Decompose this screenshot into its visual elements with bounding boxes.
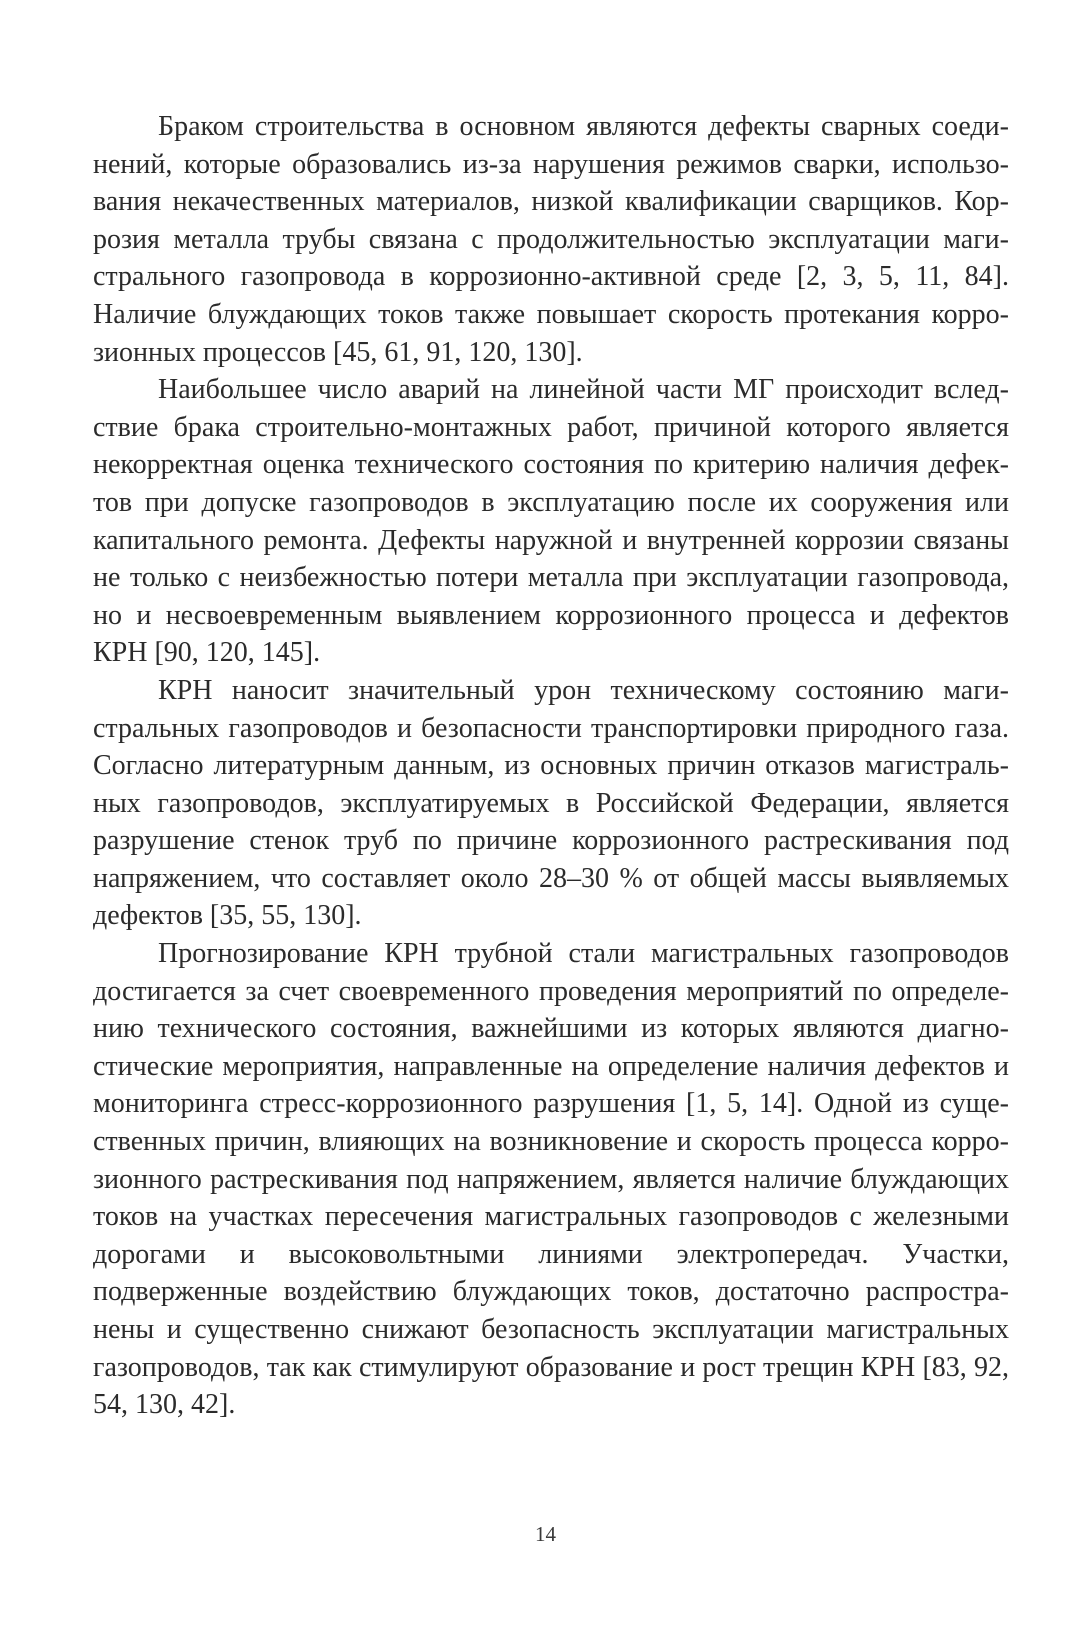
page-number: 14: [535, 1522, 556, 1546]
paragraph-4: Прогнозирование КРН трубной стали магистральных газопроводов достигается за счет своевременного проведения мероприятий по определению технического состояния, важнейшими из которых являются диагностические мероприятия, направленные на определение наличия дефектов и мониторинга стресс-коррозионного разрушения [1, 5, 14]. Одной из существенных причин, влияющих на возникновение и скорость процесса коррозионного растрескивания под напряжением, является наличие блуждающих токов на участках пересечения магистральных газопроводов с железными дорогами и высоковольтными линиями электропередач. Участки, подверженные воздействию блуждающих токов, достаточно распространены и существенно снижают безопасность эксплуатации магистральных газопроводов, так как стимулируют образование и рост трещин КРН [83, 92, 54, 130, 42].: [93, 938, 1009, 1421]
body-text: [93, 108, 1009, 1424]
paragraph-1: Браком строительства в основном являются дефекты сварных соединений, которые образовались из-за нарушения режимов сварки, использования некачественных материалов, низкой квалификации сварщиков. Коррозия металла трубы связана с продолжительностью эксплуатации магистрального газопровода в коррозионно-активной среде [2, 3, 5, 11, 84]. Наличие блуждающих токов также повышает скорость протекания коррозионных процессов [45, 61, 91, 120, 130].: [93, 111, 1009, 368]
paragraph-2: Наибольшее число аварий на линейной части МГ происходит вследствие брака строительно-монтажных работ, причиной которого является некорректная оценка технического состояния по критерию наличия дефектов при допуске газопроводов в эксплуатацию после их сооружения или капитального ремонта. Дефекты наружной и внутренней коррозии связаны не только с неизбежностью потери металла при эксплуатации газопровода, но и несвоевременным выявлением коррозионного процесса и дефектов КРН [90, 120, 145].: [93, 374, 1009, 669]
paragraph-3: КРН наносит значительный урон техническому состоянию магистральных газопроводов и безопасности транспортировки природного газа. Согласно литературным данным, из основных причин отказов магистральных газопроводов, эксплуатируемых в Российской Федерации, является разрушение стенок труб по причине коррозионного растрескивания под напряжением, что составляет около 28–30 % от общей массы выявляемых дефектов [35, 55, 130].: [93, 674, 1009, 932]
